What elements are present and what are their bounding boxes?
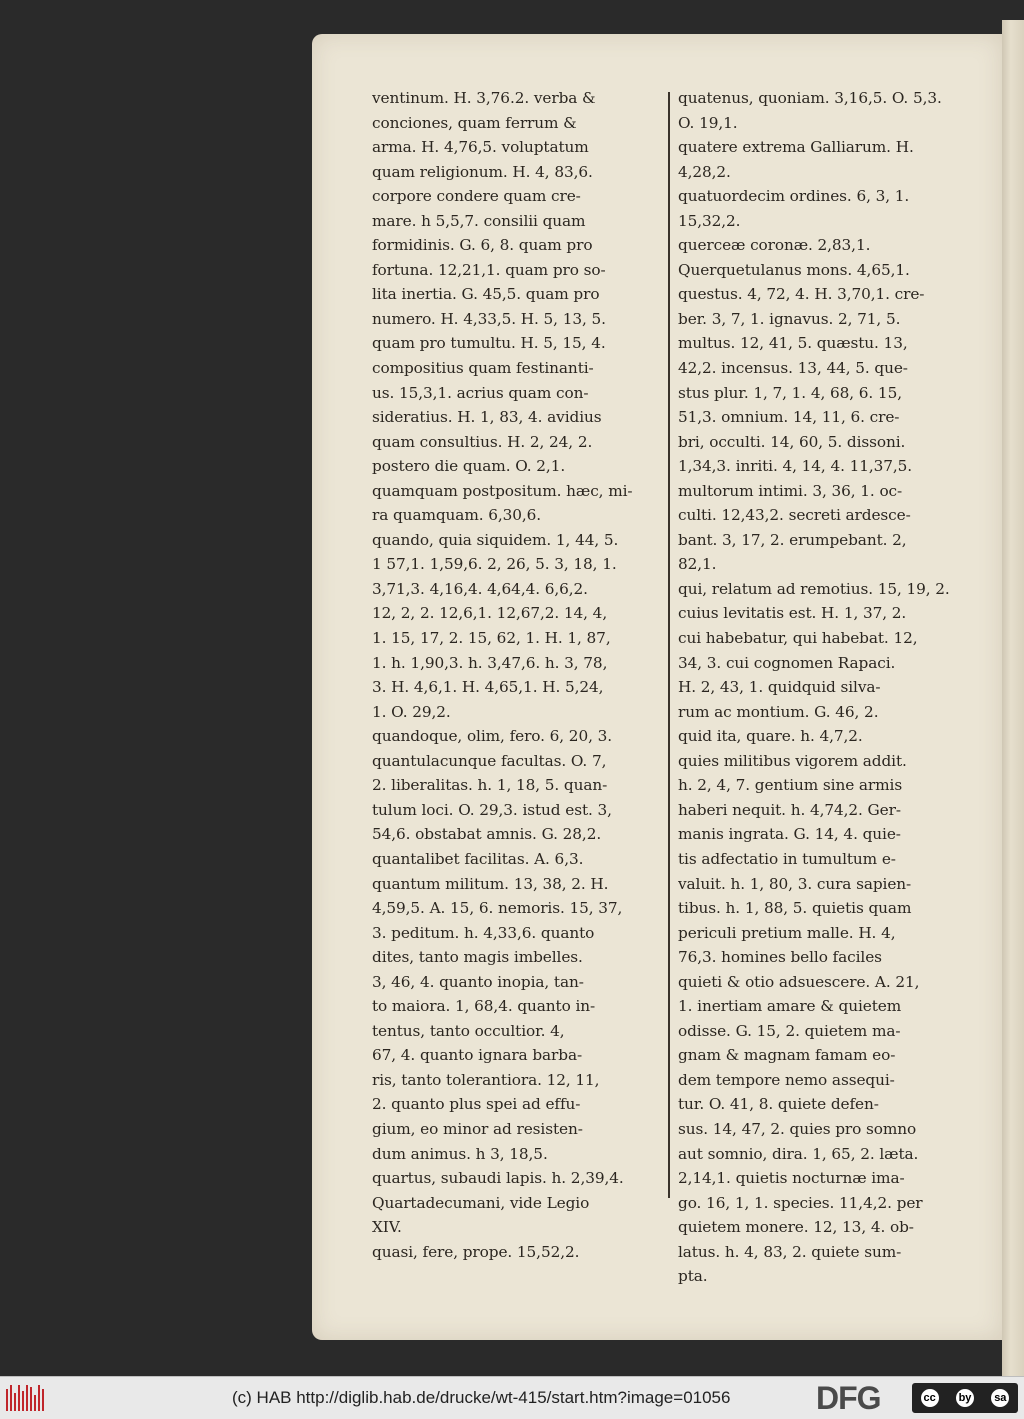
text-line: go. 16, 1, 1. species. 11,4,2. per: [678, 1193, 923, 1212]
right-column: [678, 86, 970, 1289]
text-line: bri, occulti. 14, 60, 5. dissoni.: [678, 432, 906, 451]
text-line: lita inertia. G. 45,5. quam pro: [372, 285, 600, 304]
footer-bar: [0, 1376, 1024, 1419]
text-line: 1. O. 29,2.: [372, 702, 451, 721]
text-line: haberi nequit. h. 4,74,2. Ger-: [678, 800, 901, 819]
text-line: tentus, tanto occultior. 4,: [372, 1021, 565, 1040]
text-line: mare. h 5,5,7. consilii quam: [372, 211, 586, 230]
text-line: quantulacunque facultas. O. 7,: [372, 751, 607, 770]
text-line: conciones, quam ferrum &: [372, 113, 577, 132]
text-line: Quartadecumani, vide Legio: [372, 1193, 590, 1212]
text-line: to maiora. 1, 68,4. quanto in-: [372, 997, 596, 1016]
text-line: quartus, subaudi lapis. h. 2,39,4.: [372, 1169, 624, 1188]
text-line: culti. 12,43,2. secreti ardesce-: [678, 506, 911, 525]
text-line: 54,6. obstabat amnis. G. 28,2.: [372, 825, 602, 844]
text-line: 2. quanto plus spei ad effu-: [372, 1095, 581, 1114]
text-line: 3. H. 4,6,1. H. 4,65,1. H. 5,24,: [372, 678, 604, 697]
text-line: arma. H. 4,76,5. voluptatum: [372, 138, 589, 157]
text-line: quam pro tumultu. H. 5, 15, 4.: [372, 334, 606, 353]
text-line: dem tempore nemo assequi-: [678, 1070, 895, 1089]
text-line: tur. O. 41, 8. quiete defen-: [678, 1095, 879, 1114]
text-line: 67, 4. quanto ignara barba-: [372, 1046, 583, 1065]
text-line: numero. H. 4,33,5. H. 5, 13, 5.: [372, 309, 606, 328]
text-line: tis adfectatio in tumultum e-: [678, 849, 896, 868]
text-line: rum ac montium. G. 46, 2.: [678, 702, 879, 721]
text-line: tulum loci. O. 29,3. istud est. 3,: [372, 800, 612, 819]
text-line: gnam & magnam famam eo-: [678, 1046, 896, 1065]
text-line: h. 2, 4, 7. gentium sine armis: [678, 776, 903, 795]
text-line: 76,3. homines bello faciles: [678, 948, 882, 967]
book-page: [312, 34, 1002, 1340]
text-line: 4,28,2.: [678, 162, 731, 181]
text-line: quatenus, quoniam. 3,16,5. O. 5,3.: [678, 89, 942, 107]
text-line: 1. 15, 17, 2. 15, 62, 1. H. 1, 87,: [372, 629, 611, 648]
text-line: XIV.: [372, 1218, 402, 1237]
text-line: quantum militum. 13, 38, 2. H.: [372, 874, 609, 893]
text-line: tibus. h. 1, 88, 5. quietis quam: [678, 899, 912, 918]
text-line: quieti & otio adsuescere. A. 21,: [678, 972, 920, 991]
text-line: quamquam postpositum. hæc, mi-: [372, 481, 633, 500]
text-line: stus plur. 1, 7, 1. 4, 68, 6. 15,: [678, 383, 902, 402]
text-line: quid ita, quare. h. 4,7,2.: [678, 727, 863, 746]
text-line: 3, 46, 4. quanto inopia, tan-: [372, 972, 584, 991]
text-line: 4,59,5. A. 15, 6. nemoris. 15, 37,: [372, 899, 623, 918]
text-line: us. 15,3,1. acrius quam con-: [372, 383, 589, 402]
text-line: questus. 4, 72, 4. H. 3,70,1. cre-: [678, 285, 925, 304]
text-line: quam religionum. H. 4, 83,6.: [372, 162, 593, 181]
text-line: gium, eo minor ad resisten-: [372, 1119, 583, 1138]
text-line: compositius quam festinanti-: [372, 359, 594, 378]
text-line: 34, 3. cui cognomen Rapaci.: [678, 653, 896, 672]
text-line: pta.: [678, 1267, 708, 1286]
text-line: quies militibus vigorem addit.: [678, 751, 907, 770]
text-line: 2,14,1. quietis nocturnæ ima-: [678, 1169, 905, 1188]
cc-license-badge[interactable]: [912, 1383, 1018, 1413]
text-line: fortuna. 12,21,1. quam pro so-: [372, 260, 606, 279]
text-line: qui, relatum ad remotius. 15, 19, 2.: [678, 579, 950, 598]
text-line: ra quamquam. 6,30,6.: [372, 506, 542, 525]
text-line: postero die quam. O. 2,1.: [372, 457, 566, 476]
left-column: [372, 86, 658, 1264]
text-line: 3. peditum. h. 4,33,6. quanto: [372, 923, 595, 942]
text-line: multus. 12, 41, 5. quæstu. 13,: [678, 334, 908, 353]
next-page-edge: [1002, 20, 1024, 1376]
text-line: 1. h. 1,90,3. h. 3,47,6. h. 3, 78,: [372, 653, 608, 672]
text-line: ventinum. H. 3,76.2. verba &: [372, 89, 596, 107]
dfg-logo: DFG: [816, 1380, 881, 1416]
hab-barcode-logo: [6, 1385, 46, 1411]
text-line: 15,32,2.: [678, 211, 741, 230]
text-line: latus. h. 4, 83, 2. quiete sum-: [678, 1242, 902, 1261]
text-line: periculi pretium malle. H. 4,: [678, 923, 896, 942]
text-line: multorum intimi. 3, 36, 1. oc-: [678, 481, 903, 500]
text-line: 1 57,1. 1,59,6. 2, 26, 5. 3, 18, 1.: [372, 555, 617, 574]
text-line: cuius levitatis est. H. 1, 37, 2.: [678, 604, 907, 623]
text-line: 51,3. omnium. 14, 11, 6. cre-: [678, 408, 900, 427]
text-line: quam consultius. H. 2, 24, 2.: [372, 432, 593, 451]
text-line: 42,2. incensus. 13, 44, 5. que-: [678, 359, 908, 378]
column-rule: [668, 92, 670, 1198]
text-line: quando, quia siquidem. 1, 44, 5.: [372, 530, 619, 549]
text-line: quatuordecim ordines. 6, 3, 1.: [678, 187, 910, 206]
text-line: 82,1.: [678, 555, 717, 574]
text-line: H. 2, 43, 1. quidquid silva-: [678, 678, 881, 697]
text-line: dites, tanto magis imbelles.: [372, 948, 583, 967]
text-line: sideratius. H. 1, 83, 4. avidius: [372, 408, 602, 427]
text-line: 12, 2, 2. 12,6,1. 12,67,2. 14, 4,: [372, 604, 608, 623]
text-line: aut somnio, dira. 1, 65, 2. læta.: [678, 1144, 919, 1163]
text-line: corpore condere quam cre-: [372, 187, 581, 206]
text-line: quasi, fere, prope. 15,52,2.: [372, 1242, 580, 1261]
text-line: dum animus. h 3, 18,5.: [372, 1144, 548, 1163]
text-line: querceæ coronæ. 2,83,1.: [678, 236, 871, 255]
text-line: 1,34,3. inriti. 4, 14, 4. 11,37,5.: [678, 457, 913, 476]
text-line: ber. 3, 7, 1. ignavus. 2, 71, 5.: [678, 309, 901, 328]
text-line: quietem monere. 12, 13, 4. ob-: [678, 1218, 914, 1237]
sa-icon: sa: [989, 1387, 1011, 1409]
text-line: cui habebatur, qui habebat. 12,: [678, 629, 918, 648]
text-line: sus. 14, 47, 2. quies pro somno: [678, 1119, 917, 1138]
text-line: bant. 3, 17, 2. erumpebant. 2,: [678, 530, 907, 549]
text-line: 2. liberalitas. h. 1, 18, 5. quan-: [372, 776, 608, 795]
text-line: odisse. G. 15, 2. quietem ma-: [678, 1021, 901, 1040]
text-line: Querquetulanus mons. 4,65,1.: [678, 260, 910, 279]
text-line: quandoque, olim, fero. 6, 20, 3.: [372, 727, 612, 746]
text-line: O. 19,1.: [678, 113, 738, 132]
text-line: quatere extrema Galliarum. H.: [678, 138, 914, 157]
footer-copyright-link[interactable]: (c) HAB http://diglib.hab.de/drucke/wt-415/start.htm?image=01056: [232, 1388, 731, 1407]
text-line: valuit. h. 1, 80, 3. cura sapien-: [678, 874, 912, 893]
by-icon: by: [954, 1387, 976, 1409]
text-line: quantalibet facilitas. A. 6,3.: [372, 849, 584, 868]
text-line: ris, tanto tolerantiora. 12, 11,: [372, 1070, 600, 1089]
text-line: 1. inertiam amare & quietem: [678, 997, 902, 1016]
text-line: formidinis. G. 6, 8. quam pro: [372, 236, 593, 255]
text-line: 3,71,3. 4,16,4. 4,64,4. 6,6,2.: [372, 579, 588, 598]
cc-icon: cc: [919, 1387, 941, 1409]
text-line: manis ingrata. G. 14, 4. quie-: [678, 825, 901, 844]
